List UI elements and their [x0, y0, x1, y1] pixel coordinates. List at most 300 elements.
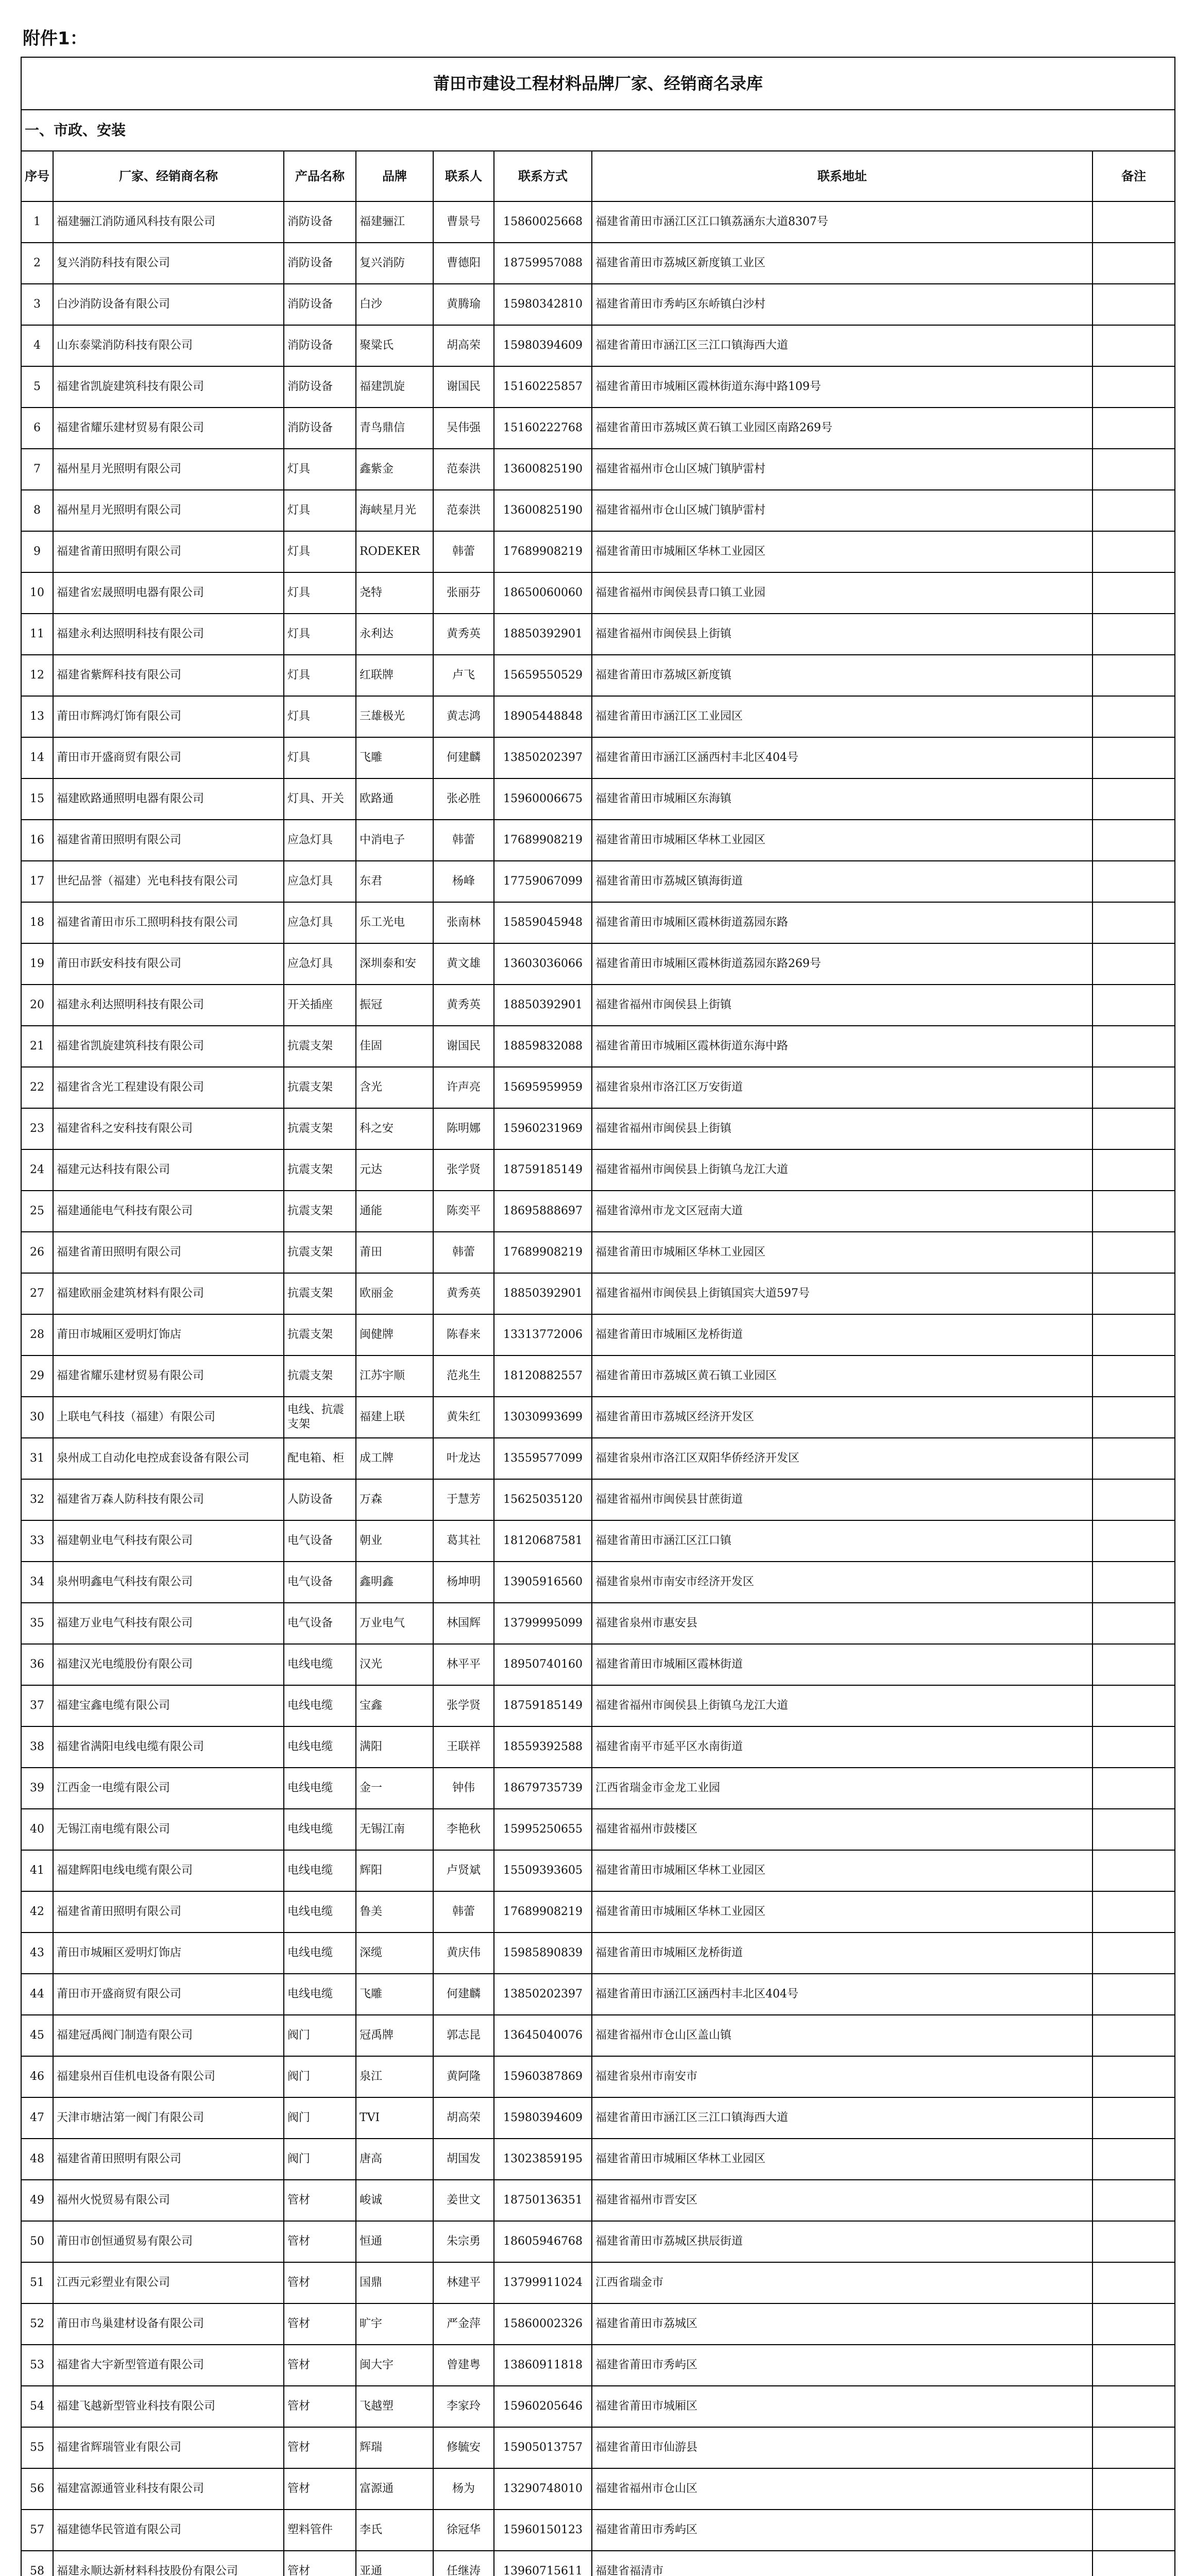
cell-brand-name: 红联牌 — [356, 655, 433, 696]
cell-remark — [1092, 2345, 1175, 2386]
cell-phone-number: 13850202397 — [494, 1974, 592, 2015]
cell-phone-number: 15980342810 — [494, 284, 592, 325]
cell-address: 福建省福州市闽侯县上街镇乌龙江大道 — [592, 1149, 1092, 1191]
cell-remark — [1092, 531, 1175, 572]
cell-contact-person: 杨峰 — [433, 861, 494, 902]
cell-contact-person: 郭志昆 — [433, 2015, 494, 2056]
cell-company-name: 无锡江南电缆有限公司 — [53, 1809, 284, 1850]
cell-company-name: 福建省莆田照明有限公司 — [53, 820, 284, 861]
table-row — [21, 2015, 1175, 2056]
table-row — [21, 1232, 1175, 1273]
cell-contact-person: 胡高荣 — [433, 2097, 494, 2139]
header-phone-number: 联系方式 — [494, 151, 592, 201]
cell-row-number: 57 — [21, 2510, 53, 2551]
header-contact-person: 联系人 — [433, 151, 494, 201]
cell-contact-person: 吴伟强 — [433, 408, 494, 449]
cell-brand-name: 李氏 — [356, 2510, 433, 2551]
cell-product-name: 电线电缆 — [284, 1974, 356, 2015]
cell-address: 福建省莆田市秀屿区 — [592, 2510, 1092, 2551]
cell-product-name: 电线电缆 — [284, 1644, 356, 1685]
cell-brand-name: 福建上联 — [356, 1397, 433, 1438]
cell-row-number: 28 — [21, 1314, 53, 1355]
table-row — [21, 1850, 1175, 1891]
cell-brand-name: 青鸟鼎信 — [356, 408, 433, 449]
cell-company-name: 福建宝鑫电缆有限公司 — [53, 1685, 284, 1726]
table-row — [21, 1355, 1175, 1397]
cell-brand-name: 科之安 — [356, 1108, 433, 1149]
cell-remark — [1092, 2262, 1175, 2303]
cell-company-name: 福建省辉瑞管业有限公司 — [53, 2427, 284, 2468]
cell-company-name: 莆田市城厢区爱明灯饰店 — [53, 1933, 284, 1974]
cell-row-number: 1 — [21, 201, 53, 243]
cell-row-number: 54 — [21, 2386, 53, 2427]
cell-row-number: 44 — [21, 1974, 53, 2015]
cell-address: 福建省莆田市涵江区涵西村丰北区404号 — [592, 737, 1092, 778]
cell-address: 福建省漳州市龙文区冠南大道 — [592, 1191, 1092, 1232]
cell-address: 福建省莆田市城厢区龙桥街道 — [592, 1314, 1092, 1355]
cell-address: 福建省莆田市城厢区东海镇 — [592, 778, 1092, 820]
cell-remark — [1092, 2551, 1175, 2576]
cell-brand-name: 辉瑞 — [356, 2427, 433, 2468]
table-row — [21, 2139, 1175, 2180]
cell-row-number: 39 — [21, 1768, 53, 1809]
cell-remark — [1092, 778, 1175, 820]
cell-address: 福建省莆田市荔城区经济开发区 — [592, 1397, 1092, 1438]
cell-contact-person: 姜世文 — [433, 2180, 494, 2221]
cell-company-name: 福州火悦贸易有限公司 — [53, 2180, 284, 2221]
table-row — [21, 366, 1175, 408]
cell-phone-number: 18850392901 — [494, 1273, 592, 1314]
table-row — [21, 408, 1175, 449]
cell-brand-name: 海峡星月光 — [356, 490, 433, 531]
cell-company-name: 福建省紫辉科技有限公司 — [53, 655, 284, 696]
cell-brand-name: 无锡江南 — [356, 1809, 433, 1850]
cell-product-name: 灯具 — [284, 696, 356, 737]
cell-contact-person: 张必胜 — [433, 778, 494, 820]
cell-address: 福建省莆田市涵江区工业园区 — [592, 696, 1092, 737]
cell-address: 福建省莆田市城厢区华林工业园区 — [592, 1850, 1092, 1891]
cell-product-name: 电气设备 — [284, 1562, 356, 1603]
cell-remark — [1092, 1067, 1175, 1108]
cell-phone-number: 18650060060 — [494, 572, 592, 614]
cell-company-name: 莆田市开盛商贸有限公司 — [53, 1974, 284, 2015]
cell-company-name: 福建省万森人防科技有限公司 — [53, 1479, 284, 1520]
cell-row-number: 15 — [21, 778, 53, 820]
cell-row-number: 33 — [21, 1520, 53, 1562]
cell-brand-name: 金一 — [356, 1768, 433, 1809]
cell-product-name: 应急灯具 — [284, 820, 356, 861]
cell-product-name: 消防设备 — [284, 284, 356, 325]
cell-row-number: 32 — [21, 1479, 53, 1520]
cell-remark — [1092, 1026, 1175, 1067]
cell-contact-person: 林国辉 — [433, 1603, 494, 1644]
cell-company-name: 福建骊江消防通风科技有限公司 — [53, 201, 284, 243]
cell-brand-name: 宝鑫 — [356, 1685, 433, 1726]
table-row — [21, 1974, 1175, 2015]
cell-row-number: 11 — [21, 614, 53, 655]
cell-product-name: 抗震支架 — [284, 1355, 356, 1397]
cell-phone-number: 15695959959 — [494, 1067, 592, 1108]
table-row — [21, 1273, 1175, 1314]
cell-brand-name: TVI — [356, 2097, 433, 2139]
cell-remark — [1092, 2468, 1175, 2510]
cell-brand-name: 飞越塑 — [356, 2386, 433, 2427]
cell-brand-name: 富源通 — [356, 2468, 433, 2510]
cell-company-name: 福建永利达照明科技有限公司 — [53, 985, 284, 1026]
cell-row-number: 49 — [21, 2180, 53, 2221]
cell-brand-name: 朝业 — [356, 1520, 433, 1562]
cell-company-name: 福建省耀乐建材贸易有限公司 — [53, 1355, 284, 1397]
cell-phone-number: 18605946768 — [494, 2221, 592, 2262]
cell-product-name: 电线、抗震支架 — [284, 1397, 356, 1438]
cell-contact-person: 胡国发 — [433, 2139, 494, 2180]
cell-address: 福建省福州市鼓楼区 — [592, 1809, 1092, 1850]
cell-company-name: 福建省大宇新型管道有限公司 — [53, 2345, 284, 2386]
table-row — [21, 325, 1175, 366]
cell-address: 福建省福州市闽侯县青口镇工业园 — [592, 572, 1092, 614]
table-row — [21, 820, 1175, 861]
cell-product-name: 阀门 — [284, 2056, 356, 2097]
cell-brand-name: RODEKER — [356, 531, 433, 572]
cell-product-name: 管材 — [284, 2468, 356, 2510]
cell-row-number: 12 — [21, 655, 53, 696]
cell-brand-name: 福建凯旋 — [356, 366, 433, 408]
cell-product-name: 管材 — [284, 2180, 356, 2221]
cell-address: 福建省莆田市涵江区三江口镇海西大道 — [592, 2097, 1092, 2139]
cell-brand-name: 含光 — [356, 1067, 433, 1108]
cell-company-name: 福建省科之安科技有限公司 — [53, 1108, 284, 1149]
cell-contact-person: 黄秀英 — [433, 985, 494, 1026]
cell-contact-person: 朱宗勇 — [433, 2221, 494, 2262]
header-row — [21, 151, 1175, 201]
cell-row-number: 40 — [21, 1809, 53, 1850]
cell-row-number: 23 — [21, 1108, 53, 1149]
cell-phone-number: 13905916560 — [494, 1562, 592, 1603]
cell-contact-person: 张学贤 — [433, 1685, 494, 1726]
cell-contact-person: 黄志鸿 — [433, 696, 494, 737]
cell-remark — [1092, 737, 1175, 778]
cell-contact-person: 于慧芳 — [433, 1479, 494, 1520]
cell-address: 福建省泉州市洛江区万安街道 — [592, 1067, 1092, 1108]
table-row — [21, 1809, 1175, 1850]
cell-company-name: 复兴消防科技有限公司 — [53, 243, 284, 284]
cell-brand-name: 中消电子 — [356, 820, 433, 861]
section-title-row — [21, 110, 1175, 151]
table-row — [21, 943, 1175, 985]
cell-address: 福建省莆田市城厢区霞林街道 — [592, 1644, 1092, 1685]
cell-row-number: 31 — [21, 1438, 53, 1479]
cell-row-number: 55 — [21, 2427, 53, 2468]
cell-company-name: 福建欧路通照明电器有限公司 — [53, 778, 284, 820]
cell-product-name: 电气设备 — [284, 1603, 356, 1644]
cell-brand-name: 汉光 — [356, 1644, 433, 1685]
cell-remark — [1092, 1603, 1175, 1644]
cell-company-name: 福州星月光照明有限公司 — [53, 490, 284, 531]
cell-product-name: 抗震支架 — [284, 1149, 356, 1191]
cell-contact-person: 韩蕾 — [433, 1891, 494, 1933]
cell-product-name: 灯具 — [284, 737, 356, 778]
cell-company-name: 福建省凯旋建筑科技有限公司 — [53, 366, 284, 408]
cell-remark — [1092, 902, 1175, 943]
table-row — [21, 1438, 1175, 1479]
cell-company-name: 莆田市跃安科技有限公司 — [53, 943, 284, 985]
title-row — [21, 57, 1175, 110]
cell-remark — [1092, 1933, 1175, 1974]
cell-product-name: 抗震支架 — [284, 1191, 356, 1232]
table-row — [21, 449, 1175, 490]
cell-remark — [1092, 325, 1175, 366]
cell-contact-person: 林平平 — [433, 1644, 494, 1685]
cell-company-name: 福建富源通管业科技有限公司 — [53, 2468, 284, 2510]
table-row — [21, 2427, 1175, 2468]
cell-contact-person: 钟伟 — [433, 1768, 494, 1809]
cell-brand-name: 满阳 — [356, 1726, 433, 1768]
cell-address: 福建省莆田市秀屿区 — [592, 2345, 1092, 2386]
cell-contact-person: 黄阿隆 — [433, 2056, 494, 2097]
cell-product-name: 配电箱、柜 — [284, 1438, 356, 1479]
cell-product-name: 塑料管件 — [284, 2510, 356, 2551]
cell-phone-number: 13023859195 — [494, 2139, 592, 2180]
table-row — [21, 2180, 1175, 2221]
cell-address: 福建省莆田市荔城区 — [592, 2303, 1092, 2345]
cell-remark — [1092, 1891, 1175, 1933]
cell-remark — [1092, 408, 1175, 449]
cell-company-name: 莆田市鸟巢建材设备有限公司 — [53, 2303, 284, 2345]
cell-remark — [1092, 243, 1175, 284]
cell-company-name: 福建万业电气科技有限公司 — [53, 1603, 284, 1644]
cell-remark — [1092, 1108, 1175, 1149]
cell-phone-number: 13313772006 — [494, 1314, 592, 1355]
cell-address: 福建省莆田市城厢区华林工业园区 — [592, 2139, 1092, 2180]
cell-remark — [1092, 1397, 1175, 1438]
cell-row-number: 21 — [21, 1026, 53, 1067]
cell-phone-number: 15160222768 — [494, 408, 592, 449]
cell-phone-number: 15160225857 — [494, 366, 592, 408]
cell-row-number: 27 — [21, 1273, 53, 1314]
cell-address: 福建省莆田市城厢区霞林街道荔园东路269号 — [592, 943, 1092, 985]
table-row — [21, 655, 1175, 696]
cell-company-name: 福建省满阳电线电缆有限公司 — [53, 1726, 284, 1768]
cell-remark — [1092, 2510, 1175, 2551]
cell-product-name: 灯具 — [284, 572, 356, 614]
cell-address: 福建省莆田市涵江区江口镇 — [592, 1520, 1092, 1562]
cell-product-name: 电气设备 — [284, 1520, 356, 1562]
cell-phone-number: 13600825190 — [494, 449, 592, 490]
cell-company-name: 福建省凯旋建筑科技有限公司 — [53, 1026, 284, 1067]
document-title: 莆田市建设工程材料品牌厂家、经销商名录库 — [21, 57, 1175, 110]
cell-phone-number: 15859045948 — [494, 902, 592, 943]
cell-brand-name: 飞雕 — [356, 737, 433, 778]
cell-row-number: 34 — [21, 1562, 53, 1603]
cell-row-number: 13 — [21, 696, 53, 737]
cell-contact-person: 林建平 — [433, 2262, 494, 2303]
cell-company-name: 福建冠禹阀门制造有限公司 — [53, 2015, 284, 2056]
cell-contact-person: 李家玲 — [433, 2386, 494, 2427]
cell-remark — [1092, 1768, 1175, 1809]
cell-contact-person: 叶龙达 — [433, 1438, 494, 1479]
cell-phone-number: 15980394609 — [494, 325, 592, 366]
cell-company-name: 福建辉阳电线电缆有限公司 — [53, 1850, 284, 1891]
cell-product-name: 人防设备 — [284, 1479, 356, 1520]
cell-brand-name: 旷宇 — [356, 2303, 433, 2345]
cell-remark — [1092, 2139, 1175, 2180]
cell-brand-name: 江苏宇顺 — [356, 1355, 433, 1397]
cell-brand-name: 通能 — [356, 1191, 433, 1232]
cell-remark — [1092, 1726, 1175, 1768]
cell-company-name: 江西金一电缆有限公司 — [53, 1768, 284, 1809]
cell-company-name: 泉州明鑫电气科技有限公司 — [53, 1562, 284, 1603]
cell-phone-number: 13030993699 — [494, 1397, 592, 1438]
cell-address: 福建省福州市闽侯县上街镇国宾大道597号 — [592, 1273, 1092, 1314]
cell-company-name: 福建德华民管道有限公司 — [53, 2510, 284, 2551]
cell-company-name: 莆田市辉鸿灯饰有限公司 — [53, 696, 284, 737]
cell-company-name: 福建欧丽金建筑材料有限公司 — [53, 1273, 284, 1314]
cell-address: 福建省福州市闽侯县上街镇 — [592, 1108, 1092, 1149]
cell-row-number: 14 — [21, 737, 53, 778]
cell-brand-name: 恒通 — [356, 2221, 433, 2262]
cell-row-number: 56 — [21, 2468, 53, 2510]
cell-product-name: 电线电缆 — [284, 1726, 356, 1768]
cell-phone-number: 15995250655 — [494, 1809, 592, 1850]
table-row — [21, 1891, 1175, 1933]
cell-brand-name: 飞雕 — [356, 1974, 433, 2015]
cell-company-name: 福建飞越新型管业科技有限公司 — [53, 2386, 284, 2427]
cell-product-name: 阀门 — [284, 2097, 356, 2139]
cell-address: 福建省福州市仓山区城门镇胪雷村 — [592, 449, 1092, 490]
table-row — [21, 1603, 1175, 1644]
cell-address: 福建省莆田市荔城区黄石镇工业园区 — [592, 1355, 1092, 1397]
cell-contact-person: 何建麟 — [433, 1974, 494, 2015]
cell-product-name: 灯具 — [284, 449, 356, 490]
cell-company-name: 福建泉州百佳机电设备有限公司 — [53, 2056, 284, 2097]
cell-brand-name: 鲁美 — [356, 1891, 433, 1933]
cell-remark — [1092, 201, 1175, 243]
table-row — [21, 1149, 1175, 1191]
cell-remark — [1092, 2303, 1175, 2345]
cell-phone-number: 15509393605 — [494, 1850, 592, 1891]
cell-remark — [1092, 696, 1175, 737]
cell-row-number: 8 — [21, 490, 53, 531]
cell-phone-number: 18750136351 — [494, 2180, 592, 2221]
cell-remark — [1092, 1520, 1175, 1562]
cell-product-name: 管材 — [284, 2427, 356, 2468]
cell-brand-name: 元达 — [356, 1149, 433, 1191]
cell-phone-number: 18850392901 — [494, 614, 592, 655]
table-row — [21, 1726, 1175, 1768]
cell-contact-person: 黄腾瑜 — [433, 284, 494, 325]
table-row — [21, 861, 1175, 902]
cell-row-number: 51 — [21, 2262, 53, 2303]
cell-brand-name: 冠禹牌 — [356, 2015, 433, 2056]
table-row — [21, 1067, 1175, 1108]
cell-address: 福建省福州市晋安区 — [592, 2180, 1092, 2221]
cell-remark — [1092, 943, 1175, 985]
cell-remark — [1092, 2015, 1175, 2056]
cell-remark — [1092, 490, 1175, 531]
table-row — [21, 243, 1175, 284]
cell-brand-name: 永利达 — [356, 614, 433, 655]
table-row — [21, 1108, 1175, 1149]
cell-contact-person: 黄秀英 — [433, 1273, 494, 1314]
cell-phone-number: 15960006675 — [494, 778, 592, 820]
table-row — [21, 2468, 1175, 2510]
cell-row-number: 4 — [21, 325, 53, 366]
table-row — [21, 2221, 1175, 2262]
cell-contact-person: 王联祥 — [433, 1726, 494, 1768]
table-row — [21, 778, 1175, 820]
cell-phone-number: 13850202397 — [494, 737, 592, 778]
directory-table — [21, 57, 1175, 2576]
cell-brand-name: 白沙 — [356, 284, 433, 325]
cell-row-number: 9 — [21, 531, 53, 572]
cell-row-number: 36 — [21, 1644, 53, 1685]
cell-brand-name: 三雄极光 — [356, 696, 433, 737]
cell-row-number: 58 — [21, 2551, 53, 2576]
cell-address: 福建省莆田市城厢区 — [592, 2386, 1092, 2427]
cell-product-name: 电线电缆 — [284, 1891, 356, 1933]
cell-product-name: 抗震支架 — [284, 1232, 356, 1273]
cell-company-name: 福建永顺达新材料科技股份有限公司 — [53, 2551, 284, 2576]
cell-phone-number: 15860002326 — [494, 2303, 592, 2345]
table-row — [21, 490, 1175, 531]
cell-company-name: 福建省含光工程建设有限公司 — [53, 1067, 284, 1108]
cell-brand-name: 万森 — [356, 1479, 433, 1520]
cell-brand-name: 闽健牌 — [356, 1314, 433, 1355]
table-row — [21, 284, 1175, 325]
cell-address: 福建省莆田市秀屿区东峤镇白沙村 — [592, 284, 1092, 325]
header-product-name: 产品名称 — [284, 151, 356, 201]
cell-phone-number: 15625035120 — [494, 1479, 592, 1520]
cell-row-number: 29 — [21, 1355, 53, 1397]
cell-contact-person: 杨为 — [433, 2468, 494, 2510]
cell-address: 福建省莆田市荔城区新度镇工业区 — [592, 243, 1092, 284]
cell-phone-number: 13603036066 — [494, 943, 592, 985]
table-row — [21, 2056, 1175, 2097]
cell-phone-number: 13600825190 — [494, 490, 592, 531]
attachment-label: 附件1： — [23, 28, 88, 49]
cell-product-name: 管材 — [284, 2303, 356, 2345]
cell-phone-number: 15960231969 — [494, 1108, 592, 1149]
cell-product-name: 管材 — [284, 2221, 356, 2262]
cell-address: 福建省泉州市洛江区双阳华侨经济开发区 — [592, 1438, 1092, 1479]
cell-contact-person: 杨坤明 — [433, 1562, 494, 1603]
cell-contact-person: 张南林 — [433, 902, 494, 943]
cell-row-number: 10 — [21, 572, 53, 614]
cell-product-name: 消防设备 — [284, 201, 356, 243]
cell-brand-name: 欧路通 — [356, 778, 433, 820]
cell-contact-person: 黄文雄 — [433, 943, 494, 985]
header-address: 联系地址 — [592, 151, 1092, 201]
cell-brand-name: 鑫明鑫 — [356, 1562, 433, 1603]
cell-remark — [1092, 820, 1175, 861]
cell-contact-person: 葛其社 — [433, 1520, 494, 1562]
cell-brand-name: 乐工光电 — [356, 902, 433, 943]
cell-company-name: 福建省莆田市乐工照明科技有限公司 — [53, 902, 284, 943]
header-company-name: 厂家、经销商名称 — [53, 151, 284, 201]
cell-address: 福建省莆田市荔城区新度镇 — [592, 655, 1092, 696]
table-row — [21, 2345, 1175, 2386]
cell-product-name: 电线电缆 — [284, 1768, 356, 1809]
cell-company-name: 福州星月光照明有限公司 — [53, 449, 284, 490]
cell-row-number: 25 — [21, 1191, 53, 1232]
cell-address: 福建省莆田市荔城区黄石镇工业园区南路269号 — [592, 408, 1092, 449]
cell-company-name: 世纪品誉（福建）光电科技有限公司 — [53, 861, 284, 902]
cell-brand-name: 辉阳 — [356, 1850, 433, 1891]
table-row — [21, 1520, 1175, 1562]
cell-phone-number: 18905448848 — [494, 696, 592, 737]
cell-address: 福建省福州市闽侯县甘蔗街道 — [592, 1479, 1092, 1520]
cell-company-name: 福建朝业电气科技有限公司 — [53, 1520, 284, 1562]
